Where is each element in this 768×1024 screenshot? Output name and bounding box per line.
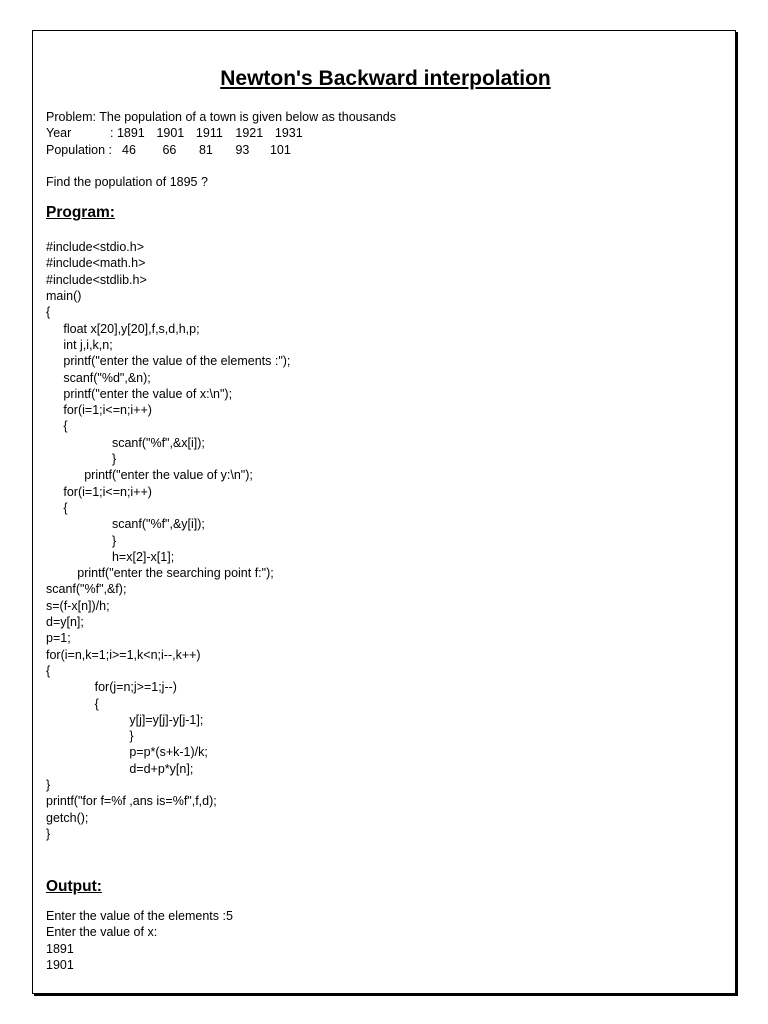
code-line: d=d+p*y[n]; xyxy=(46,761,194,776)
code-line: } xyxy=(46,452,117,467)
population-values xyxy=(122,142,306,158)
code-line: main() xyxy=(46,289,82,304)
year-value: 1891 xyxy=(116,126,145,141)
output-listing xyxy=(46,908,725,973)
code-line: s=(f-x[n])/h; xyxy=(46,598,110,613)
code-line: d=y[n]; xyxy=(46,615,84,630)
year-separator: : xyxy=(110,126,117,141)
code-line: #include<math.h> xyxy=(46,256,146,271)
code-line: for(i=n,k=1;i>=1,k<n;i--,k++) xyxy=(46,647,201,662)
program-heading: Program: xyxy=(46,204,115,222)
population-value: 93 xyxy=(235,142,250,157)
document-content xyxy=(46,65,725,973)
document-page xyxy=(32,30,736,994)
year-label: Year xyxy=(46,126,72,141)
code-line: #include<stdlib.h> xyxy=(46,272,147,287)
code-line: scanf("%f",&y[i]); xyxy=(46,517,205,532)
problem-question: Find the population of 1895 ? xyxy=(46,174,208,189)
code-line: scanf("%f",&f); xyxy=(46,582,127,597)
code-line: p=1; xyxy=(46,631,71,646)
code-line: for(i=1;i<=n;i++) xyxy=(46,484,152,499)
spacer xyxy=(46,842,725,877)
code-line: float x[20],y[20],f,s,d,h,p; xyxy=(46,321,200,336)
population-value: 81 xyxy=(198,142,213,157)
code-line: printf("enter the value of x:\n"); xyxy=(46,386,233,401)
spacer xyxy=(46,223,725,239)
output-line: 1901 xyxy=(46,958,74,973)
code-line: } xyxy=(46,777,51,792)
spacer xyxy=(46,190,725,203)
code-line: { xyxy=(46,663,51,678)
population-row xyxy=(46,142,725,158)
code-line: p=p*(s+k-1)/k; xyxy=(46,745,208,760)
code-line: { xyxy=(46,696,99,711)
population-label: Population : xyxy=(46,142,113,157)
code-line: printf("for f=%f ,ans is=%f",f,d); xyxy=(46,794,217,809)
page-title: Newton's Backward interpolation xyxy=(220,67,551,90)
code-line: printf("enter the value of the elements :"); xyxy=(46,354,291,369)
spacer xyxy=(46,897,725,908)
year-row xyxy=(46,125,725,141)
code-listing xyxy=(46,239,725,842)
code-line: #include<stdio.h> xyxy=(46,240,144,255)
code-line: } xyxy=(46,533,117,548)
population-value: 66 xyxy=(162,142,177,157)
code-line: } xyxy=(46,729,134,744)
output-line: Enter the value of x: xyxy=(46,925,158,940)
output-heading: Output: xyxy=(46,878,102,896)
code-line: scanf("%d",&n); xyxy=(46,370,151,385)
year-value: 1931 xyxy=(274,126,303,141)
spacer xyxy=(46,158,725,174)
code-line: printf("enter the searching point f:"); xyxy=(46,566,274,581)
code-line: printf("enter the value of y:\n"); xyxy=(46,468,253,483)
year-value: 1901 xyxy=(156,126,185,141)
year-values xyxy=(117,125,311,141)
code-line: for(i=1;i<=n;i++) xyxy=(46,403,152,418)
code-line: h=x[2]-x[1]; xyxy=(46,549,175,564)
population-value: 46 xyxy=(122,142,136,157)
population-value: 101 xyxy=(269,142,291,157)
code-line: { xyxy=(46,305,51,320)
code-line: { xyxy=(46,419,68,434)
code-line: } xyxy=(46,826,51,841)
code-line: for(j=n;j>=1;j--) xyxy=(46,680,177,695)
problem-statement: Problem: The population of a town is given below as thousands xyxy=(46,110,396,124)
code-line: int j,i,k,n; xyxy=(46,337,113,352)
code-line: scanf("%f",&x[i]); xyxy=(46,435,205,450)
year-value: 1911 xyxy=(195,126,223,141)
output-line: Enter the value of the elements :5 xyxy=(46,909,233,924)
code-line: getch(); xyxy=(46,810,89,825)
code-line: y[j]=y[j]-y[j-1]; xyxy=(46,712,204,727)
output-line: 1891 xyxy=(46,941,74,956)
year-value: 1921 xyxy=(235,126,264,141)
code-line: { xyxy=(46,500,68,515)
